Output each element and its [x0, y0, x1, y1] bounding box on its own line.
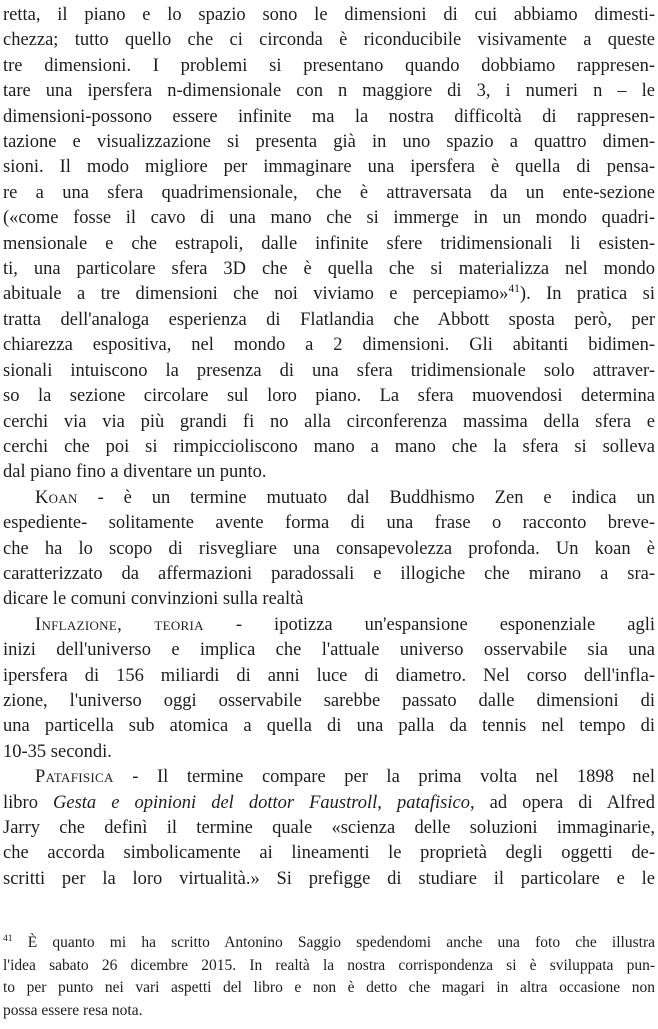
text-run: re a una sfera quadrimensionale, che è attraversata da un ente-sezione: [3, 182, 655, 203]
main-text-line: [3, 460, 655, 485]
text-run: scritti per la loro virtualità.» Si prefigge di studiare il particolare e le: [3, 868, 655, 889]
text-run: - Il termine compare per la prima volta nel 1898 nel: [113, 767, 655, 788]
text-run: tratta dell'analoga esperienza di Flatlandia che Abbott sposta però, per: [3, 309, 655, 330]
text-run: - ipotizza un'espansione esponenziale agli: [203, 614, 656, 635]
text-run: cerchi via via più grandi fi no alla circonferenza massima della sfera e: [3, 411, 655, 432]
text-run: Jarry che definì il termine quale «scienza delle soluzioni immaginarie,: [3, 818, 655, 838]
text-run: chiarezza espositiva, nel mondo a 2 dimensioni. Gli abitanti bidimen-: [3, 335, 655, 356]
main-text-line: [3, 587, 655, 612]
main-text-line: [3, 664, 655, 689]
text-run: so la sezione circolare sul loro piano. La sfera muovendosi determina: [3, 386, 655, 407]
text-run: («come fosse il cavo di una mano che si immerge in un mondo quadri-: [3, 208, 655, 229]
text-run: che ha lo scopo di risvegliare una consapevolezza profonda. Un koan è: [3, 538, 655, 559]
main-text-line: [3, 410, 655, 435]
main-text-line: [3, 206, 655, 231]
text-run: caratterizzato da affermazioni paradossali e illogiche che mirano a sra-: [3, 563, 655, 584]
book-title-italic: Gesta e opinioni del dottor Faustroll, patafisico: [53, 792, 470, 813]
text-run: zione, l'universo oggi osservabile sarebbe passato dalle dimensioni di: [3, 690, 655, 711]
text-run: È quanto mi ha scritto Antonino Saggio spedendomi anche una foto che illustra: [12, 934, 655, 952]
main-text-line: [3, 79, 655, 104]
text-run: tre dimensioni. I problemi si presentano quando dobbiamo rappresen-: [3, 55, 655, 76]
main-text-line: [3, 232, 655, 257]
footnote-line: [3, 977, 655, 1000]
main-text-line: [3, 130, 655, 155]
text-run: espediente- solitamente avente forma di una frase o racconto breve-: [3, 513, 655, 534]
main-text-line: [3, 282, 655, 307]
text-run: abituale a tre dimensioni che noi viviamo e percepiamo»: [3, 284, 509, 305]
main-text-line: [3, 257, 655, 282]
main-text-block: [3, 3, 655, 892]
footnote-ref: 41: [3, 933, 13, 945]
text-run: , ad opera di Alfred: [469, 792, 655, 813]
main-text-line: [3, 537, 655, 562]
text-run: retta, il piano e lo spazio sono le dimensioni di cui abbiamo dimesti-: [3, 5, 655, 25]
main-text-line: [3, 638, 655, 663]
term-smallcaps: Koan: [35, 487, 78, 508]
text-run: cerchi che poi si rimpiccioliscono mano a mano che la sfera si solleva: [3, 436, 655, 457]
term-smallcaps: Inflazione, teoria: [35, 614, 204, 635]
text-run: una particella sub atomica a quella di una palla da tennis nel tempo di: [3, 716, 655, 737]
main-text-line: [3, 308, 655, 333]
main-text-line: [3, 511, 655, 536]
text-run: possa essere resa nota.: [3, 1001, 143, 1019]
text-run: dicare le comuni convinzioni sulla realtà: [3, 589, 304, 610]
main-text-line: [3, 359, 655, 384]
main-text-line: [3, 28, 655, 53]
footnote-block: [3, 932, 655, 1022]
main-text-line: [3, 384, 655, 409]
text-run: l'idea sabato 26 dicembre 2015. In realtà la nostra corrispondenza si è sviluppata pun-: [3, 956, 655, 974]
text-run: dal piano fino a diventare un punto.: [3, 462, 267, 483]
main-text-line: [3, 714, 655, 739]
main-text-line: [3, 435, 655, 460]
text-run: tare una ipersfera n-dimensionale con n maggiore di 3, i numeri n – le: [3, 81, 655, 102]
text-run: 10-35 secondi.: [3, 741, 112, 762]
main-text-line: [3, 689, 655, 714]
text-run: chezza; tutto quello che ci circonda è riconducibile visivamente a queste: [3, 30, 655, 51]
text-run: libro: [3, 792, 53, 813]
text-run: inizi dell'universo e implica che l'attuale universo osservabile sia una: [3, 640, 655, 661]
text-run: sionali intuiscono la presenza di una sfera tridimensionale solo attraver-: [3, 360, 655, 381]
text-run: ). In pratica si: [519, 284, 655, 305]
main-text-line: [3, 791, 655, 816]
main-text-line: [3, 765, 655, 790]
text-run: to per punto nei vari aspetti del libro e non è detto che magari in altra occasione non: [3, 979, 655, 997]
footnote-line: [3, 1000, 655, 1023]
main-text-line: [3, 105, 655, 130]
main-text-line: [3, 562, 655, 587]
main-text-line: [3, 181, 655, 206]
text-run: ipersfera di 156 miliardi di anni luce di diametro. Nel corso dell'infla-: [3, 665, 655, 686]
text-run: - è un termine mutuato dal Buddhismo Zen e indica un: [77, 487, 655, 508]
text-run: tazione e visualizzazione si presenta già in uno spazio a quattro dimen-: [3, 132, 655, 153]
text-run: ti, una particolare sfera 3D che è quella che si materializza nel mondo: [3, 259, 655, 280]
text-run: mensionale e che estrapoli, dalle infinite sfere tridimensionali li esisten-: [3, 233, 655, 254]
footnote-line: [3, 932, 655, 955]
main-text-line: [3, 867, 655, 892]
text-run: sioni. Il modo migliore per immaginare una ipersfera è quella di pensa-: [3, 157, 655, 178]
text-run: dimensioni-possono essere infinite ma la nostra difficoltà di rappresen-: [3, 106, 655, 127]
main-text-line: [3, 841, 655, 866]
main-text-line: [3, 613, 655, 638]
main-text-line: [3, 486, 655, 511]
footnote-ref: 41: [508, 283, 520, 296]
term-smallcaps: Patafisica: [35, 767, 114, 788]
main-text-line: [3, 155, 655, 180]
footnote-line: [3, 955, 655, 978]
main-text-line: [3, 333, 655, 358]
main-text-line: [3, 54, 655, 79]
main-text-line: [3, 816, 655, 841]
main-text-line: [3, 3, 655, 28]
main-text-line: [3, 740, 655, 765]
text-run: che accorda simbolicamente ai lineamenti le proprietà degli oggetti de-: [3, 843, 655, 864]
